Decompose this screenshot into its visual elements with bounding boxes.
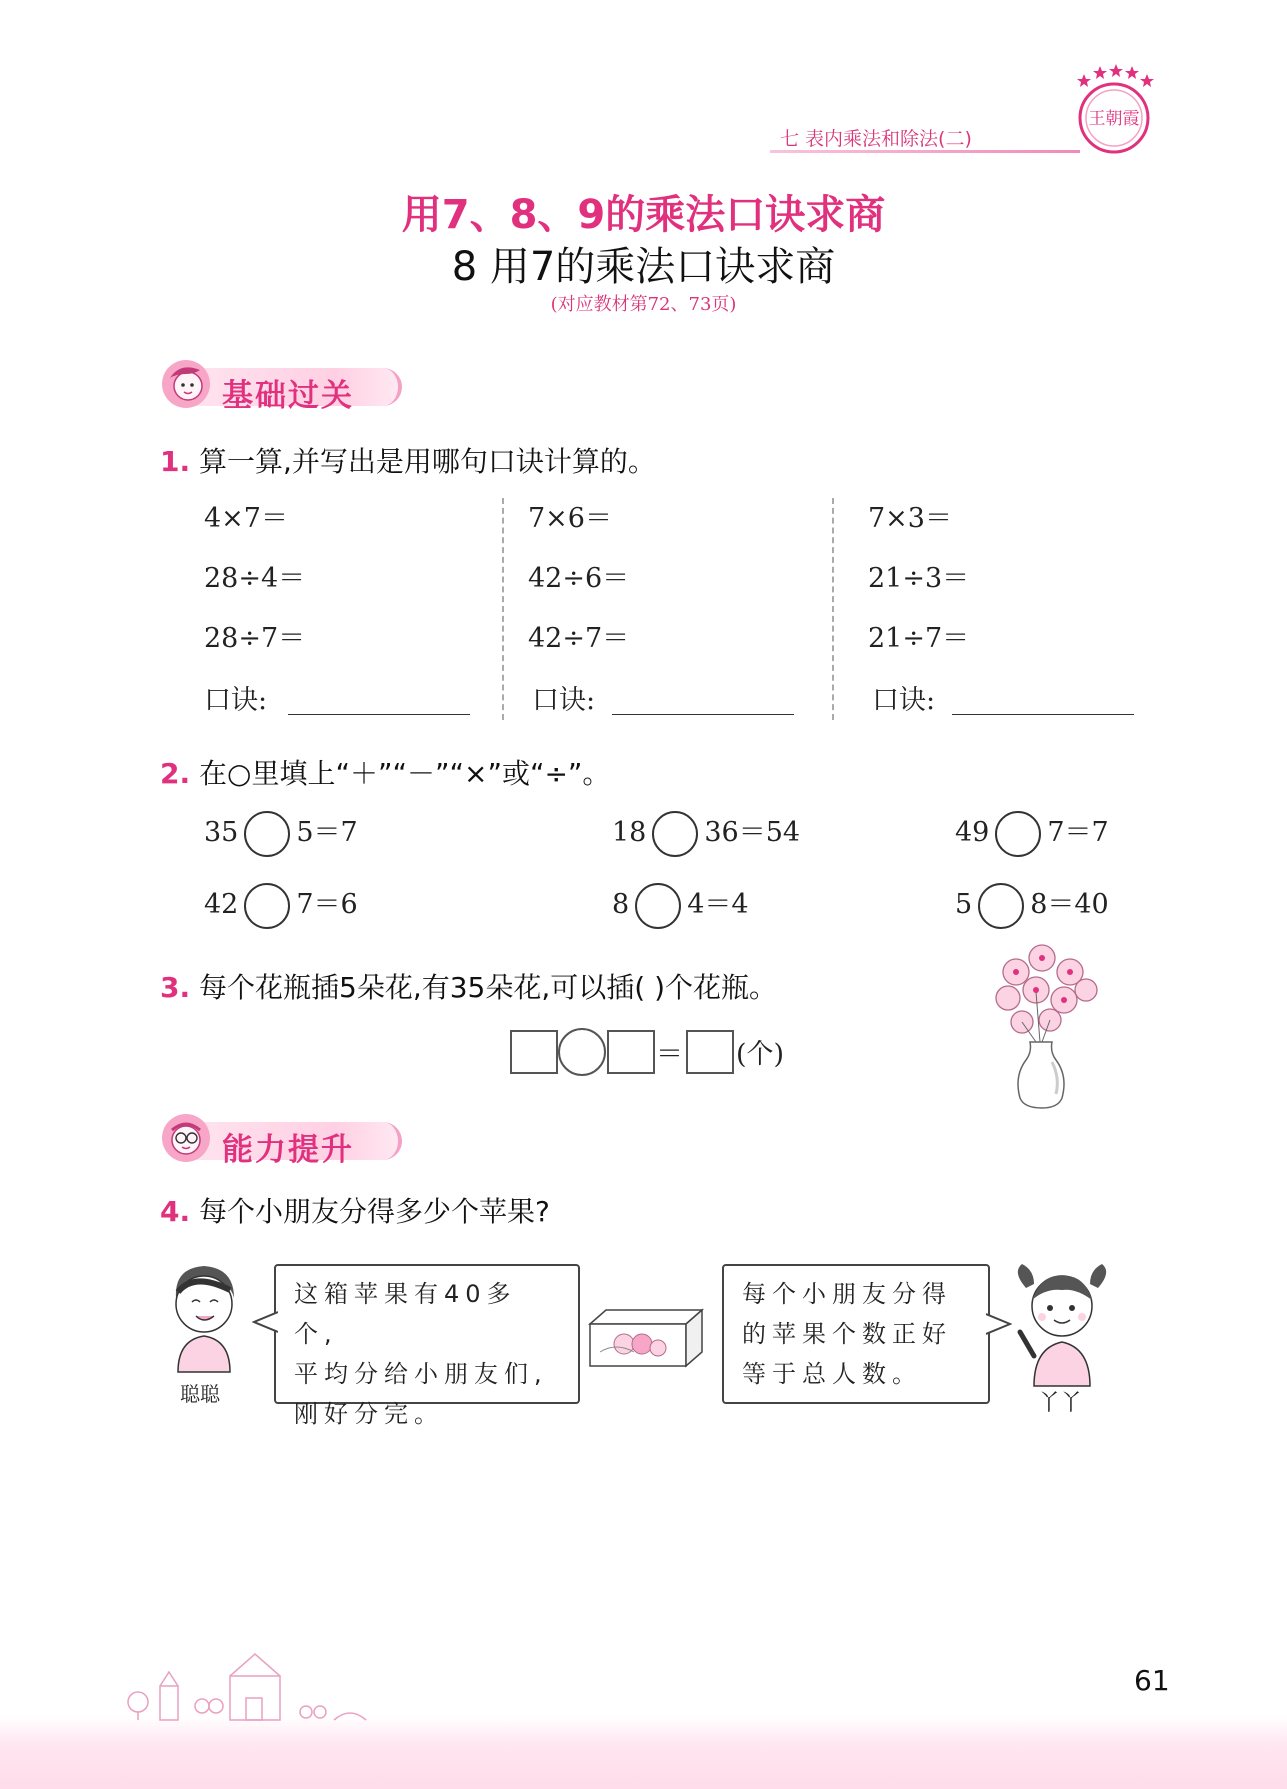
answer-line[interactable] (612, 714, 794, 715)
question-4 (160, 1190, 550, 1230)
operand-left: 49 (955, 817, 990, 848)
castle-decoration-icon (120, 1646, 420, 1722)
operand-right: 4＝4 (687, 889, 749, 920)
girl-speech-bubble (722, 1264, 990, 1404)
operator-circle[interactable] (995, 811, 1041, 857)
chapter-underline (770, 150, 1080, 153)
equation: 42÷6＝ (528, 563, 630, 594)
question-number: 3. (160, 971, 191, 1004)
girl-mascot-icon (160, 358, 212, 410)
equation: 4×7＝ (204, 503, 288, 534)
boy-mascot-icon (160, 1112, 212, 1164)
operand-right: 7＝6 (296, 889, 358, 920)
operator-problem (612, 882, 749, 929)
operand-left: 5 (955, 889, 973, 920)
lesson-title: 8 用7的乘法口诀求商 (451, 244, 836, 290)
operator-circle[interactable] (652, 811, 698, 857)
boy-speech-bubble (274, 1264, 580, 1428)
chapter-label: 七 表内乘法和除法(二) (780, 128, 972, 150)
question-text: 每个花瓶插5朵花,有35朵花,可以插( )个花瓶。 (199, 971, 778, 1004)
operand-right: 5＝7 (296, 817, 358, 848)
equation: 42÷7＝ (528, 623, 630, 654)
koujue-label: 口诀: (872, 685, 936, 716)
girl-name: 丫丫 (1038, 1391, 1083, 1416)
question-2 (160, 752, 610, 792)
speech-line: 每个小朋友分得 (742, 1280, 952, 1308)
equation: 28÷7＝ (204, 623, 306, 654)
equation: 21÷3＝ (868, 563, 970, 594)
textbook-reference: (对应教材第72、73页) (550, 294, 737, 315)
section-header-basic (160, 358, 400, 414)
section-label: 基础过关 (222, 378, 354, 414)
equation: 28÷4＝ (204, 563, 306, 594)
bubble-tail-icon (252, 1310, 278, 1334)
equals-sign: ＝ (656, 1039, 683, 1070)
operand-left: 35 (204, 817, 239, 848)
boy-name: 聪聪 (180, 1382, 220, 1406)
question-text: 算一算,并写出是用哪句口诀计算的。 (199, 445, 656, 478)
speech-line: 刚好分完。 (294, 1400, 444, 1428)
operand-right: 7＝7 (1047, 817, 1109, 848)
page-title: 用7、8、9的乘法口诀求商 (401, 192, 886, 238)
operator-problem (204, 810, 358, 857)
apple-box-icon (586, 1304, 706, 1370)
speech-line: 等于总人数。 (742, 1360, 922, 1388)
operand-right: 8＝40 (1030, 889, 1109, 920)
speech-line: 这箱苹果有40多个, (294, 1280, 517, 1348)
boy-character-icon (164, 1260, 244, 1378)
operand-left: 18 (612, 817, 647, 848)
operator-circle[interactable] (635, 883, 681, 929)
operand-right: 36＝54 (704, 817, 801, 848)
question-number: 1. (160, 445, 191, 478)
footer-band (0, 1716, 1287, 1789)
section-header-ability (160, 1112, 400, 1168)
flower-vase-icon (990, 942, 1100, 1112)
section-label: 能力提升 (222, 1132, 354, 1168)
equation: 7×3＝ (868, 503, 952, 534)
operand-left: 8 (612, 889, 630, 920)
operator-problem (955, 810, 1109, 857)
koujue-label: 口诀: (204, 685, 268, 716)
column-divider (502, 498, 504, 720)
answer-box[interactable] (510, 1030, 558, 1074)
bubble-tail-icon (986, 1312, 1012, 1336)
answer-box[interactable] (607, 1030, 655, 1074)
answer-box[interactable] (686, 1030, 734, 1074)
operator-circle[interactable] (978, 883, 1024, 929)
question-text: 每个小朋友分得多少个苹果? (199, 1195, 550, 1228)
girl-character-icon (1012, 1262, 1112, 1392)
answer-line[interactable] (288, 714, 470, 715)
answer-line[interactable] (952, 714, 1134, 715)
unit-label: (个) (736, 1039, 785, 1070)
operator-problem (204, 882, 358, 929)
koujue-label: 口诀: (532, 685, 596, 716)
operator-circle[interactable] (244, 811, 290, 857)
operator-problem (612, 810, 800, 857)
question-text: 在○里填上“＋”“－”“×”或“÷”。 (199, 757, 611, 790)
operator-circle[interactable] (244, 883, 290, 929)
brand-seal-icon (1070, 62, 1158, 158)
speech-line: 平均分给小朋友们, (294, 1360, 548, 1388)
page-number: 61 (1134, 1664, 1170, 1697)
question-number: 4. (160, 1195, 191, 1228)
speech-line: 的苹果个数正好 (742, 1320, 952, 1348)
question-1 (160, 440, 656, 480)
equation: 7×6＝ (528, 503, 612, 534)
brand-seal-text: 王朝霞 (1088, 109, 1140, 129)
operator-circle[interactable] (558, 1028, 606, 1076)
question-number: 2. (160, 757, 191, 790)
question-3 (160, 966, 777, 1006)
operand-left: 42 (204, 889, 239, 920)
operator-problem (955, 882, 1109, 929)
equation: 21÷7＝ (868, 623, 970, 654)
column-divider (832, 498, 834, 720)
